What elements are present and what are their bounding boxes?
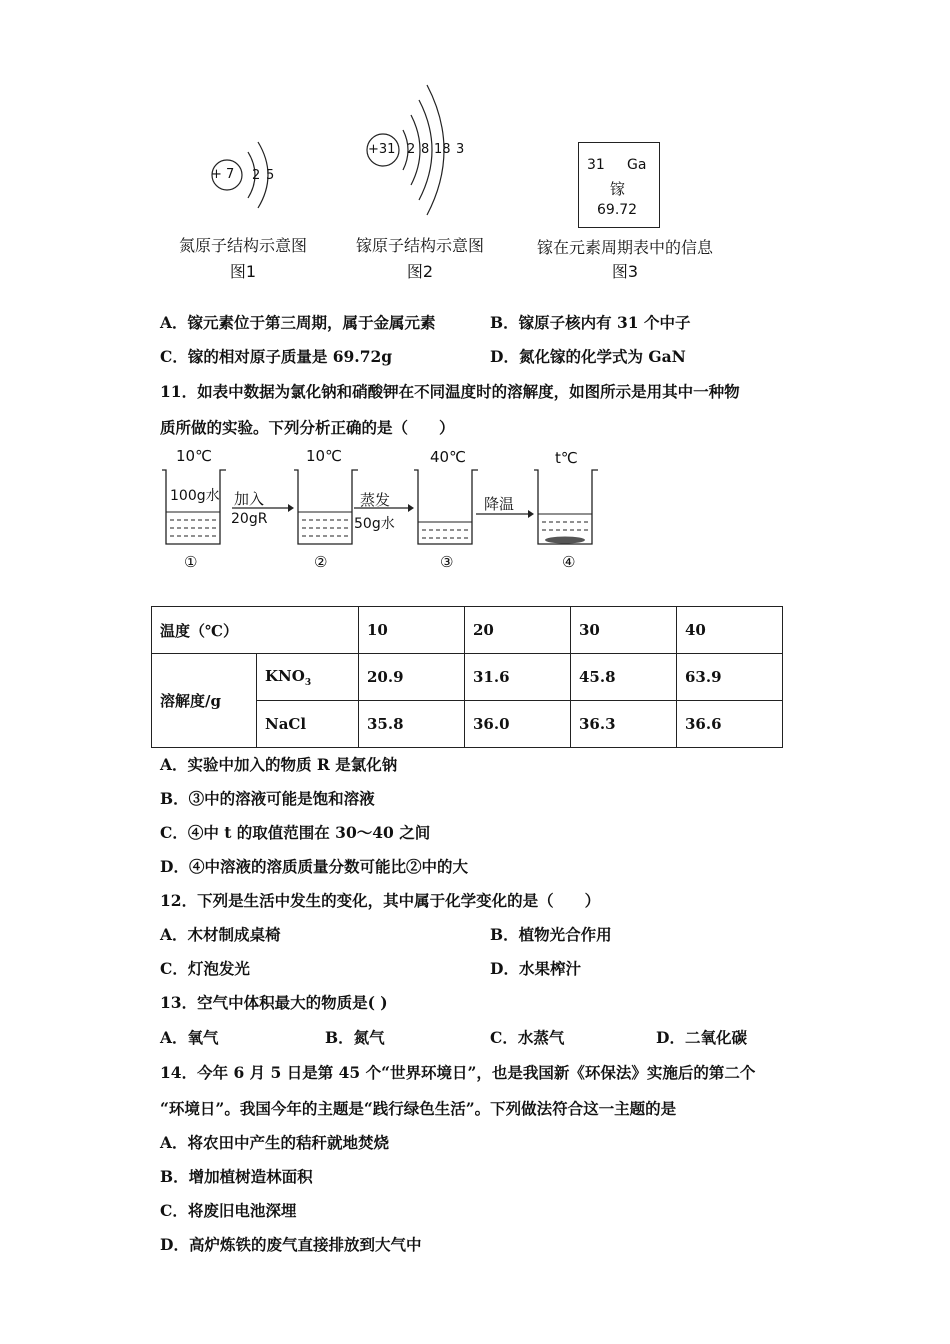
q14-stem-line1: 14．今年 6 月 5 日是第 45 个“世界环境日”，也是我国新《环保法》实施后的第二个 [160,1063,756,1082]
figure2-label: 图2 [406,262,434,281]
element-symbol: Ga [627,157,647,173]
beaker-1-temp: 10℃ [176,447,212,465]
q11-stem-line2: 质所做的实验。下列分析正确的是（ ） [160,418,455,437]
q10-option-c: C．镓的相对原子质量是 69.72g [160,347,393,366]
figure1-caption: 氮原子结构示意图 [178,236,307,255]
arrow-3-top: 降温 [484,495,515,513]
q13-stem: 13．空气中体积最大的物质是( ) [160,993,388,1012]
q12-option-d: D．水果榨汁 [490,959,581,978]
beaker-2-temp: 10℃ [306,447,342,465]
kno3-cell: 45.8 [571,654,677,701]
beaker-1-label: ① [184,553,198,571]
temp-col-40: 40 [677,607,783,654]
beaker-2-label: ② [314,553,328,571]
figure3-caption: 镓在元素周期表中的信息 [536,238,713,257]
kno3-subscript: 3 [304,677,312,688]
beaker-4-temp: t℃ [555,449,578,467]
beaker-3 [414,470,478,544]
q14-option-b: B．增加植树造林面积 [160,1167,313,1186]
gallium-shell-2: 8 [421,142,430,157]
table-header-row [152,607,783,654]
q14-option-a: A．将农田中产生的秸秆就地焚烧 [160,1133,390,1152]
q12-stem: 12．下列是生活中发生的变化，其中属于化学变化的是（ ） [160,891,601,910]
arrow-2-top: 蒸发 [360,491,391,509]
arrow-2-bottom: 50g水 [354,516,395,532]
q14-option-d: D．高炉炼铁的废气直接排放到大气中 [160,1235,422,1254]
figure1-label: 图1 [229,262,257,281]
temp-col-10: 10 [359,607,465,654]
nacl-cell: 36.6 [677,701,783,748]
q11-option-d: D．④中溶液的溶质质量分数可能比②中的大 [160,857,468,876]
q12-option-c: C．灯泡发光 [160,959,250,978]
gallium-nucleus: +31 [368,142,396,157]
kno3-name: KNO [265,666,305,685]
q12-option-b: B．植物光合作用 [490,925,612,944]
beaker-drawings [150,440,610,580]
arrow-1-top: 加入 [234,490,265,508]
temperature-header: 温度（℃） [152,607,359,654]
kno3-cell: 31.6 [465,654,571,701]
beaker-3-temp: 40℃ [430,448,466,466]
kno3-cell: 63.9 [677,654,783,701]
temp-col-30: 30 [571,607,677,654]
q13-option-b: B．氮气 [325,1028,385,1047]
q10-option-b: B．镓原子核内有 31 个中子 [490,313,691,332]
beaker-4-label: ④ [562,553,576,571]
arrow-1-bottom: 20gR [231,511,268,527]
figure2-caption: 镓原子结构示意图 [355,236,484,255]
nacl-cell: 36.3 [571,701,677,748]
q12-option-a: A．木材制成桌椅 [160,925,281,944]
q13-option-c: C．水蒸气 [490,1028,565,1047]
gallium-shell-3: 18 [434,142,451,157]
temp-col-20: 20 [465,607,571,654]
kno3-label [257,654,359,701]
beaker-1-content: 100g水 [170,488,220,504]
beaker-4 [534,470,598,544]
table-row-kno3 [152,654,783,701]
nacl-cell: 36.0 [465,701,571,748]
nacl-cell: 35.8 [359,701,465,748]
q13-option-d: D．二氧化碳 [656,1028,747,1047]
atomic-number: 31 [587,157,605,173]
solubility-table [151,606,783,748]
beaker-1 [162,470,226,544]
element-name: 镓 [610,180,626,198]
nitrogen-nucleus: + 7 [211,167,235,182]
beaker-2 [294,470,358,544]
q10-option-d: D．氮化镓的化学式为 GaN [490,347,686,366]
q14-option-c: C．将废旧电池深埋 [160,1201,297,1220]
q13-option-a: A．氧气 [160,1028,219,1047]
gallium-shell-4: 3 [456,142,465,157]
nitrogen-shell-1: 2 [252,168,261,183]
q14-stem-line2: “环境日”。我国今年的主题是“践行绿色生活”。下列做法符合这一主题的是 [160,1099,677,1118]
nitrogen-shell-2: 5 [266,168,275,183]
kno3-cell: 20.9 [359,654,465,701]
q11-option-b: B．③中的溶液可能是饱和溶液 [160,789,375,808]
figure3-label: 图3 [611,262,639,281]
atomic-mass: 69.72 [597,202,638,218]
q10-option-a: A．镓元素位于第三周期，属于金属元素 [160,313,436,332]
q11-option-c: C．④中 t 的取值范围在 30～40 之间 [160,823,431,842]
beaker-3-label: ③ [440,553,454,571]
solubility-row-group: 溶解度/g [152,654,257,748]
nacl-label: NaCl [257,701,359,748]
gallium-shell-1: 2 [407,142,416,157]
q11-option-a: A．实验中加入的物质 R 是氯化钠 [160,755,398,774]
q11-stem-line1: 11．如表中数据为氯化钠和硝酸钾在不同温度时的溶解度，如图所示是用其中一种物 [160,382,740,401]
